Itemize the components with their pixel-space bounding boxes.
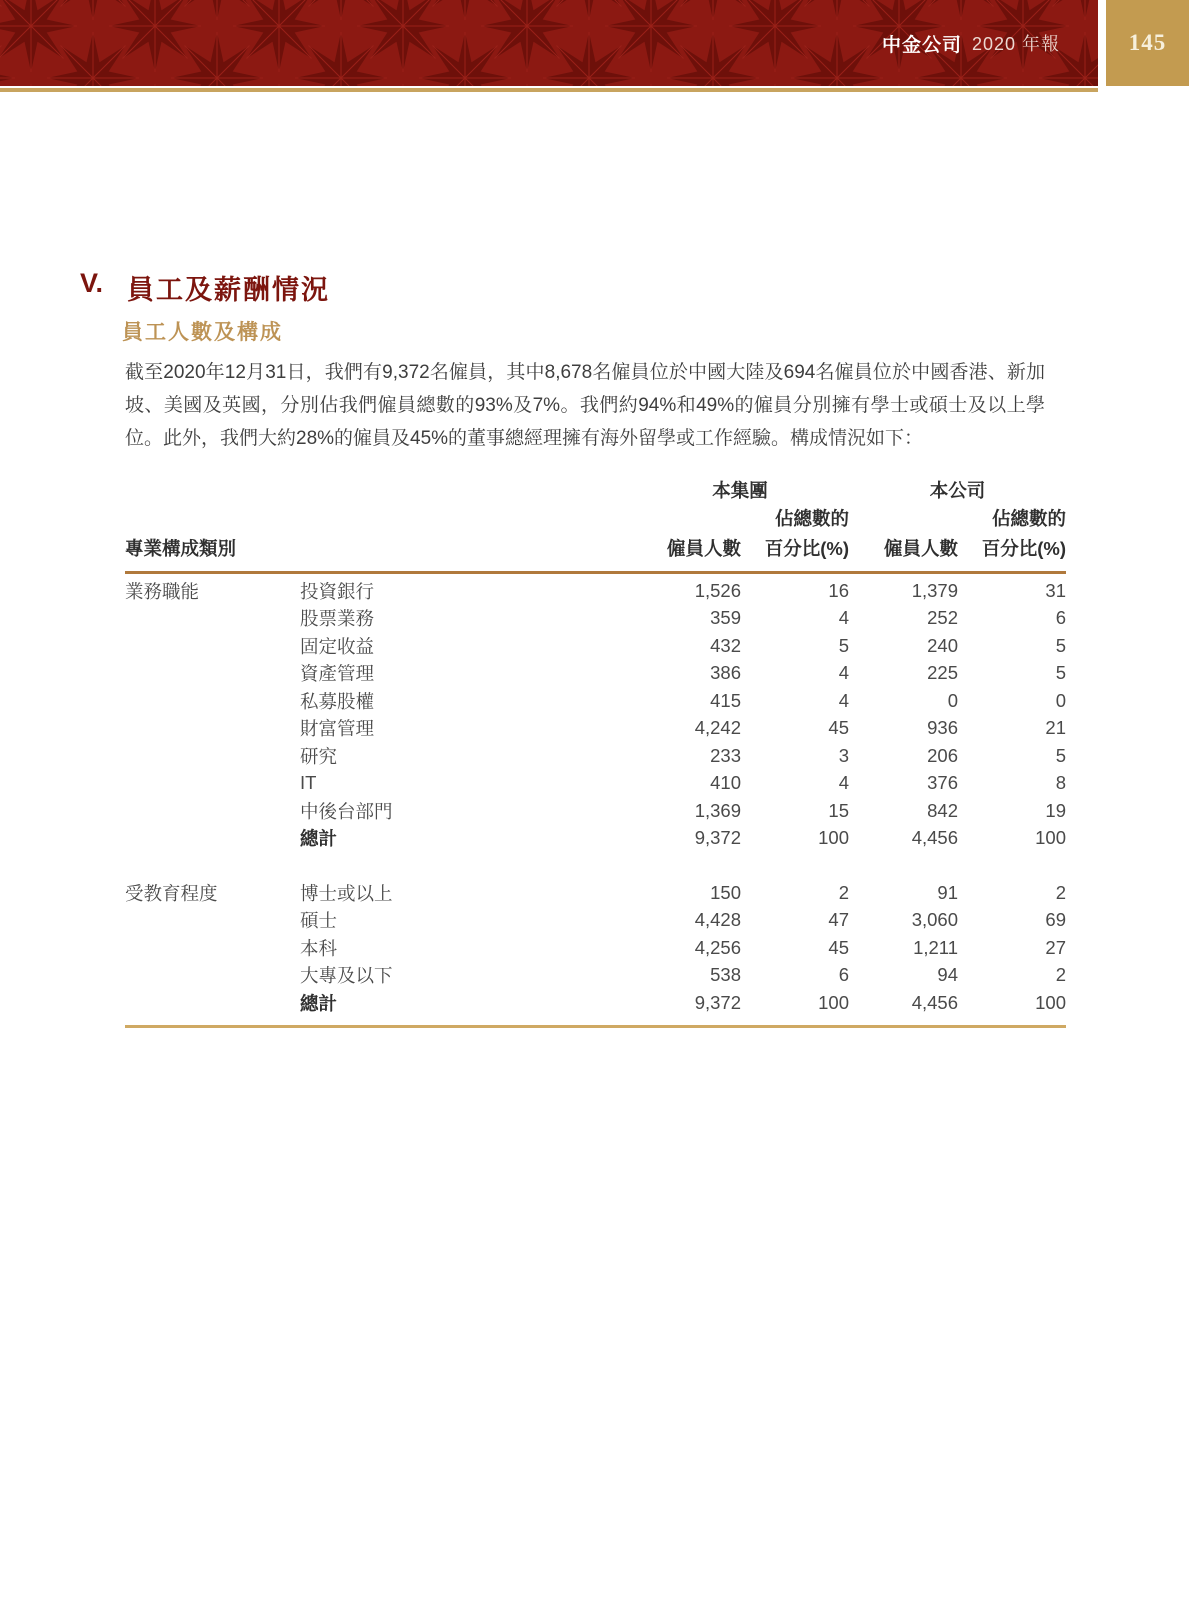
row-label: 股票業務 xyxy=(300,608,375,630)
group-count: 4,256 xyxy=(694,936,741,958)
table-row xyxy=(125,770,1066,798)
company-count: 206 xyxy=(927,744,958,766)
row-label: 私募股權 xyxy=(300,690,375,712)
company-pct: 5 xyxy=(1055,662,1066,684)
table-total-row xyxy=(125,989,1066,1017)
company-count: 240 xyxy=(927,634,958,656)
row-label: 碩士 xyxy=(300,910,338,932)
group-count: 410 xyxy=(710,772,741,794)
table-row xyxy=(125,797,1066,825)
group-pct: 4 xyxy=(838,662,849,684)
row-label: 投資銀行 xyxy=(300,580,375,602)
company-count: 4,456 xyxy=(911,991,958,1013)
table-row xyxy=(125,660,1066,688)
subsection-title: 員工人數及構成 xyxy=(122,321,283,344)
group-pct: 47 xyxy=(828,909,849,931)
company-pct: 100 xyxy=(1035,991,1066,1013)
table-column-header-row xyxy=(125,532,1066,564)
row-label: 博士或以上 xyxy=(300,882,393,904)
company-pct: 19 xyxy=(1045,799,1066,821)
company-count: 376 xyxy=(927,772,958,794)
page-number-box xyxy=(1106,0,1189,86)
company-count: 4,456 xyxy=(911,827,958,849)
group-pct: 15 xyxy=(828,799,849,821)
row-label: 研究 xyxy=(300,745,338,767)
company-pct: 100 xyxy=(1035,827,1066,849)
company-pct: 27 xyxy=(1045,936,1066,958)
group-header-group: 本集團 xyxy=(712,480,768,501)
group-pct: 45 xyxy=(828,717,849,739)
row-label: 本科 xyxy=(300,937,338,959)
percentage-header-company: 百分比(%) xyxy=(981,538,1066,559)
group-count: 150 xyxy=(710,881,741,903)
group-pct: 5 xyxy=(838,634,849,656)
company-pct: 31 xyxy=(1045,579,1066,601)
row-label: 大專及以下 xyxy=(300,965,393,987)
row-label: 中後台部門 xyxy=(300,800,393,822)
company-pct: 21 xyxy=(1045,717,1066,739)
table-pct-over-row xyxy=(125,504,1066,532)
company-count: 1,211 xyxy=(913,936,958,958)
company-count: 94 xyxy=(937,964,958,986)
table-row xyxy=(125,742,1066,770)
company-count: 252 xyxy=(927,607,958,629)
page-number: 145 xyxy=(1128,30,1167,55)
company-pct: 2 xyxy=(1055,964,1066,986)
company-count: 936 xyxy=(927,717,958,739)
section-heading xyxy=(80,268,330,307)
row-category: 受教育程度 xyxy=(125,882,218,904)
company-count: 91 xyxy=(937,881,958,903)
group-count: 415 xyxy=(710,689,741,711)
company-pct: 0 xyxy=(1055,689,1066,711)
composition-table xyxy=(125,476,1066,1028)
group-count: 386 xyxy=(710,662,741,684)
table-total-row xyxy=(125,825,1066,853)
report-year: 2020 年報 xyxy=(971,34,1060,54)
intro-paragraph: 截至2020年12月31日，我們有9,372名僱員，其中8,678名僱員位於中國大陸及694名僱員位於中國香港、新加坡、美國及英國，分別佔我們僱員總數的93%及7%。我們約94%和49%的僱員分別擁有學士或碩士及以上學位。此外，我們大約28%的僱員及45%的董事總經理擁有海外留學或工作經驗。構成情況如下： xyxy=(125,362,1045,449)
table-header-rule xyxy=(125,571,1066,574)
employees-header-group: 僱員人數 xyxy=(666,538,741,559)
group-pct: 45 xyxy=(828,936,849,958)
total-label: 總計 xyxy=(300,828,338,850)
group-count: 538 xyxy=(710,964,741,986)
table-row xyxy=(125,577,1066,605)
group-count: 4,242 xyxy=(694,717,741,739)
table-row xyxy=(125,907,1066,935)
table-row xyxy=(125,632,1066,660)
group-count: 1,369 xyxy=(694,799,741,821)
section-number: V. xyxy=(80,268,104,298)
group-pct: 2 xyxy=(838,881,849,903)
table-row xyxy=(125,879,1066,907)
table-group-header-row xyxy=(125,476,1066,504)
group-pct: 6 xyxy=(838,964,849,986)
group-pct: 100 xyxy=(818,991,849,1013)
category-column-header: 專業構成類別 xyxy=(125,538,237,559)
row-label: 財富管理 xyxy=(300,718,375,740)
group-pct: 16 xyxy=(828,579,849,601)
group-count: 9,372 xyxy=(694,827,741,849)
table-row xyxy=(125,605,1066,633)
company-pct: 6 xyxy=(1055,607,1066,629)
table-row xyxy=(125,934,1066,962)
company-pct: 5 xyxy=(1055,634,1066,656)
group-count: 359 xyxy=(710,607,741,629)
company-count: 225 xyxy=(927,662,958,684)
percentage-header-group: 百分比(%) xyxy=(764,538,849,559)
company-count: 842 xyxy=(927,799,958,821)
section-gap xyxy=(125,852,1066,879)
group-pct: 4 xyxy=(838,689,849,711)
group-count: 4,428 xyxy=(694,909,741,931)
company-pct: 2 xyxy=(1055,881,1066,903)
header-band xyxy=(0,0,1098,86)
company-pct: 69 xyxy=(1045,909,1066,931)
group-count: 9,372 xyxy=(694,991,741,1013)
company-count: 3,060 xyxy=(911,909,958,931)
row-label: 資產管理 xyxy=(300,663,375,685)
group-pct: 4 xyxy=(838,772,849,794)
section-title: 員工及薪酬情況 xyxy=(127,275,331,305)
table-row xyxy=(125,962,1066,990)
table-bottom-rule xyxy=(125,1025,1066,1028)
group-pct: 4 xyxy=(838,607,849,629)
employees-header-company: 僱員人數 xyxy=(883,538,958,559)
company-pct: 8 xyxy=(1055,772,1066,794)
group-count: 1,526 xyxy=(694,579,741,601)
company-count: 0 xyxy=(947,689,958,711)
group-count: 432 xyxy=(710,634,741,656)
company-name: 中金公司 xyxy=(881,34,962,56)
group-count: 233 xyxy=(710,744,741,766)
group-pct: 100 xyxy=(818,827,849,849)
table-row xyxy=(125,687,1066,715)
pct-over-label-group: 佔總數的 xyxy=(774,508,849,529)
row-category: 業務職能 xyxy=(125,580,200,602)
pct-over-label-company: 佔總數的 xyxy=(991,508,1066,529)
header-gold-rule xyxy=(0,88,1098,92)
company-count: 1,379 xyxy=(911,579,958,601)
group-header-company: 本公司 xyxy=(929,480,986,501)
row-label: IT xyxy=(300,772,317,794)
group-pct: 3 xyxy=(838,744,849,766)
header-title xyxy=(0,0,1098,86)
company-pct: 5 xyxy=(1055,744,1066,766)
total-label: 總計 xyxy=(300,992,338,1014)
table-row xyxy=(125,715,1066,743)
row-label: 固定收益 xyxy=(300,635,375,657)
